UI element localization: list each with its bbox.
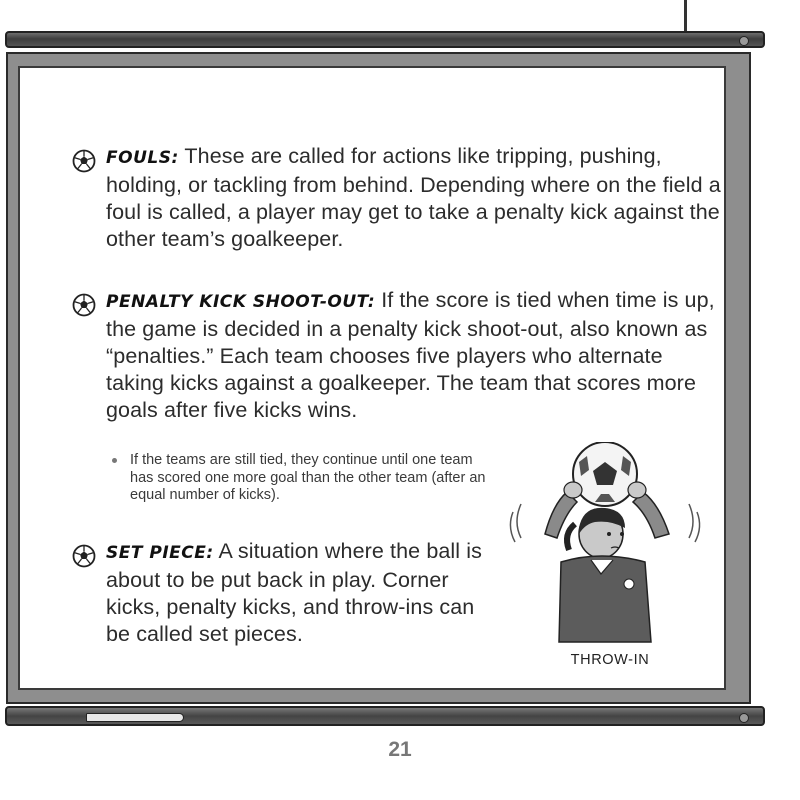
- section-term: PENALTY KICK SHOOT-OUT:: [106, 292, 376, 312]
- marker-pen-icon: [86, 713, 184, 722]
- bullet-dot: [112, 458, 117, 463]
- section-text: [106, 538, 502, 648]
- section-description: If the score is tied when time is up, the game is decided in a penalty kick shoot-out, also known as “penalties.” Each team chooses five players who alternate taking kicks against a goalkeeper. The team that scores more goals after five kicks wins.: [106, 288, 715, 422]
- soccer-player-throw-in-icon: [505, 442, 705, 652]
- roller-pin: [739, 713, 749, 723]
- hanging-cord: [684, 0, 687, 32]
- section-term: SET PIECE:: [106, 543, 214, 563]
- soccer-ball-icon: [72, 544, 96, 568]
- section-description: A situation where the ball is about to be put back in play. Corner kicks, penalty kicks, and throw-ins can be called set pieces.: [106, 539, 482, 646]
- section-description: These are called for actions like tripping, pushing, holding, or tackling from behind. Depending where on the field a foul is called, a player may get to take a penalty kick against the other team’s goalkeeper.: [106, 144, 721, 251]
- section-fouls: [72, 143, 722, 253]
- illustration-caption: THROW-IN: [570, 652, 650, 668]
- section-penalty-shootout: [72, 287, 722, 424]
- roller-pin: [739, 36, 749, 46]
- page-number: 21: [388, 738, 412, 761]
- soccer-ball-icon: [72, 293, 96, 317]
- sub-bullet: [112, 452, 492, 505]
- soccer-ball-icon: [72, 149, 96, 173]
- whiteboard-top-roller: [5, 31, 765, 48]
- section-text: [106, 287, 722, 424]
- section-set-piece: [72, 538, 502, 648]
- section-term: FOULS:: [106, 148, 179, 168]
- section-text: [106, 143, 722, 253]
- sub-bullet-text: If the teams are still tied, they continue until one team has scored one more goal than the other team (after an equal number of kicks).: [130, 452, 486, 503]
